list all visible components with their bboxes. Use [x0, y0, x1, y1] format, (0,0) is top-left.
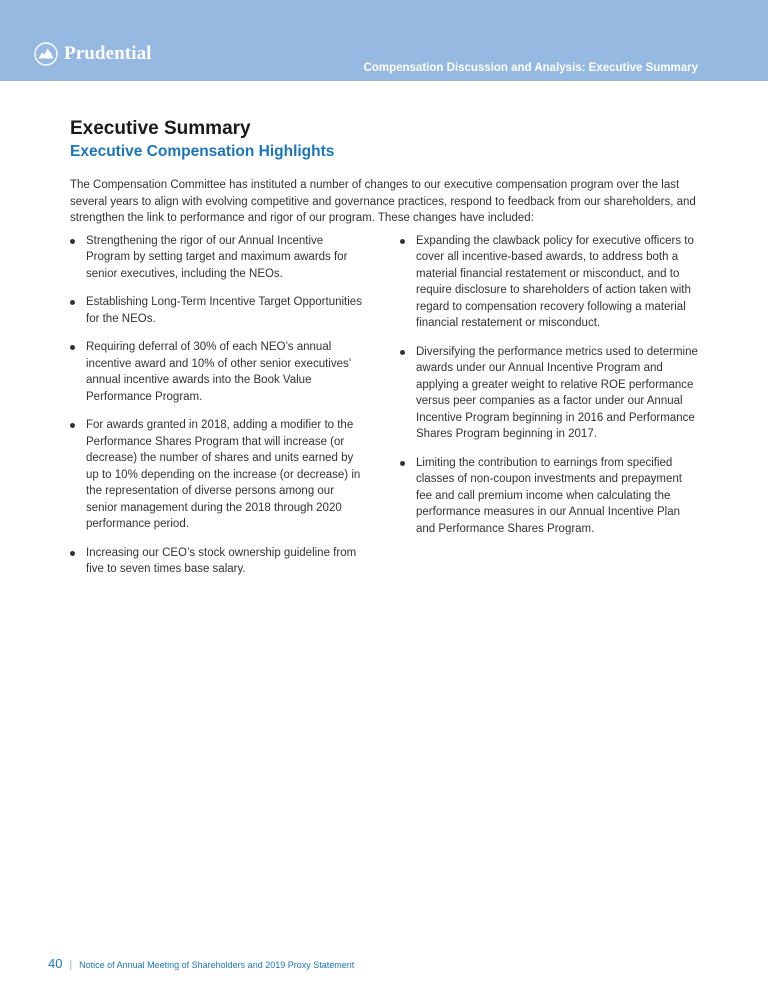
prudential-logo — [34, 42, 152, 66]
list-item-text: Expanding the clawback policy for executive officers to cover all incentive-based awards, to address both a material financial restatement or misconduct, and to require disclosure to shareholders of action taken with regard to compensation recovery following a material financial restatement or misconduct. — [416, 234, 694, 329]
list-item — [70, 233, 368, 283]
running-header-section-label: Compensation Discussion and Analysis: Executive Summary — [363, 62, 698, 74]
list-item-text: Diversifying the performance metrics used to determine awards under our Annual Incentive Program and applying a greater weight to relative ROE performance versus peer companies as a factor under our Annual Incentive Program beginning in 2016 and Performance Shares Program beginning in 2017. — [416, 345, 698, 440]
page-number: 40 — [48, 956, 63, 971]
logo-wordmark: Prudential — [64, 43, 152, 64]
list-item-text: Establishing Long-Term Incentive Target Opportunities for the NEOs. — [86, 296, 362, 325]
list-item — [70, 294, 368, 327]
bullet-icon — [70, 423, 75, 428]
bullet-icon — [400, 239, 405, 244]
intro-paragraph: The Compensation Committee has instituted a number of changes to our executive compensation program over the last several years to align with evolving competitive and governance practices, respond to feedback from our shareholders, and strengthen the link to performance and rigor of our program. These changes have included: — [70, 179, 696, 224]
bullet-icon — [400, 350, 405, 355]
bullet-icon — [70, 345, 75, 350]
bullet-icon — [70, 551, 75, 556]
list-item-text: Increasing our CEO’s stock ownership guideline from five to seven times base salary. — [86, 546, 357, 575]
list-item-text: Limiting the contribution to earnings from specified classes of non-coupon investments and prepayment fee and call premium income when calculating the performance measures in our Annual Incentive Plan and Performance Shares Program. — [416, 456, 682, 535]
bullet-icon — [400, 461, 405, 466]
list-item — [400, 233, 698, 332]
list-item — [400, 455, 698, 538]
list-item — [70, 339, 368, 405]
page-content — [70, 118, 698, 590]
footer-document-title: Notice of Annual Meeting of Shareholders and 2019 Proxy Statement — [79, 960, 355, 970]
page-header-band — [0, 0, 768, 81]
bullet-columns — [70, 233, 698, 590]
list-item-text: Requiring deferral of 30% of each NEO’s annual incentive award and 10% of other senior executives’ annual incentive awards into the Book Value Performance Program. — [86, 341, 351, 403]
page-footer — [48, 956, 354, 971]
page-title: Executive Summary — [70, 118, 251, 139]
bullet-icon — [70, 300, 75, 305]
bullet-icon — [70, 239, 75, 244]
left-bullet-list — [70, 233, 368, 590]
list-item — [70, 417, 368, 533]
list-item-text: For awards granted in 2018, adding a modifier to the Performance Shares Program that will increase (or decrease) the number of shares and units earned by up to 10% depending on the increase (or decrease) in the representation of diverse persons among our senior management during the 2018 through 2020 performance period. — [86, 419, 361, 530]
footer-separator: | — [69, 960, 73, 971]
rock-of-gibraltar-logo-icon — [34, 42, 58, 66]
right-bullet-list — [400, 233, 698, 590]
list-item-text: Strengthening the rigor of our Annual Incentive Program by setting target and maximum awards for senior executives, including the NEOs. — [86, 234, 348, 280]
section-subtitle: Executive Compensation Highlights — [70, 143, 335, 160]
list-item — [70, 545, 368, 578]
list-item — [400, 344, 698, 443]
